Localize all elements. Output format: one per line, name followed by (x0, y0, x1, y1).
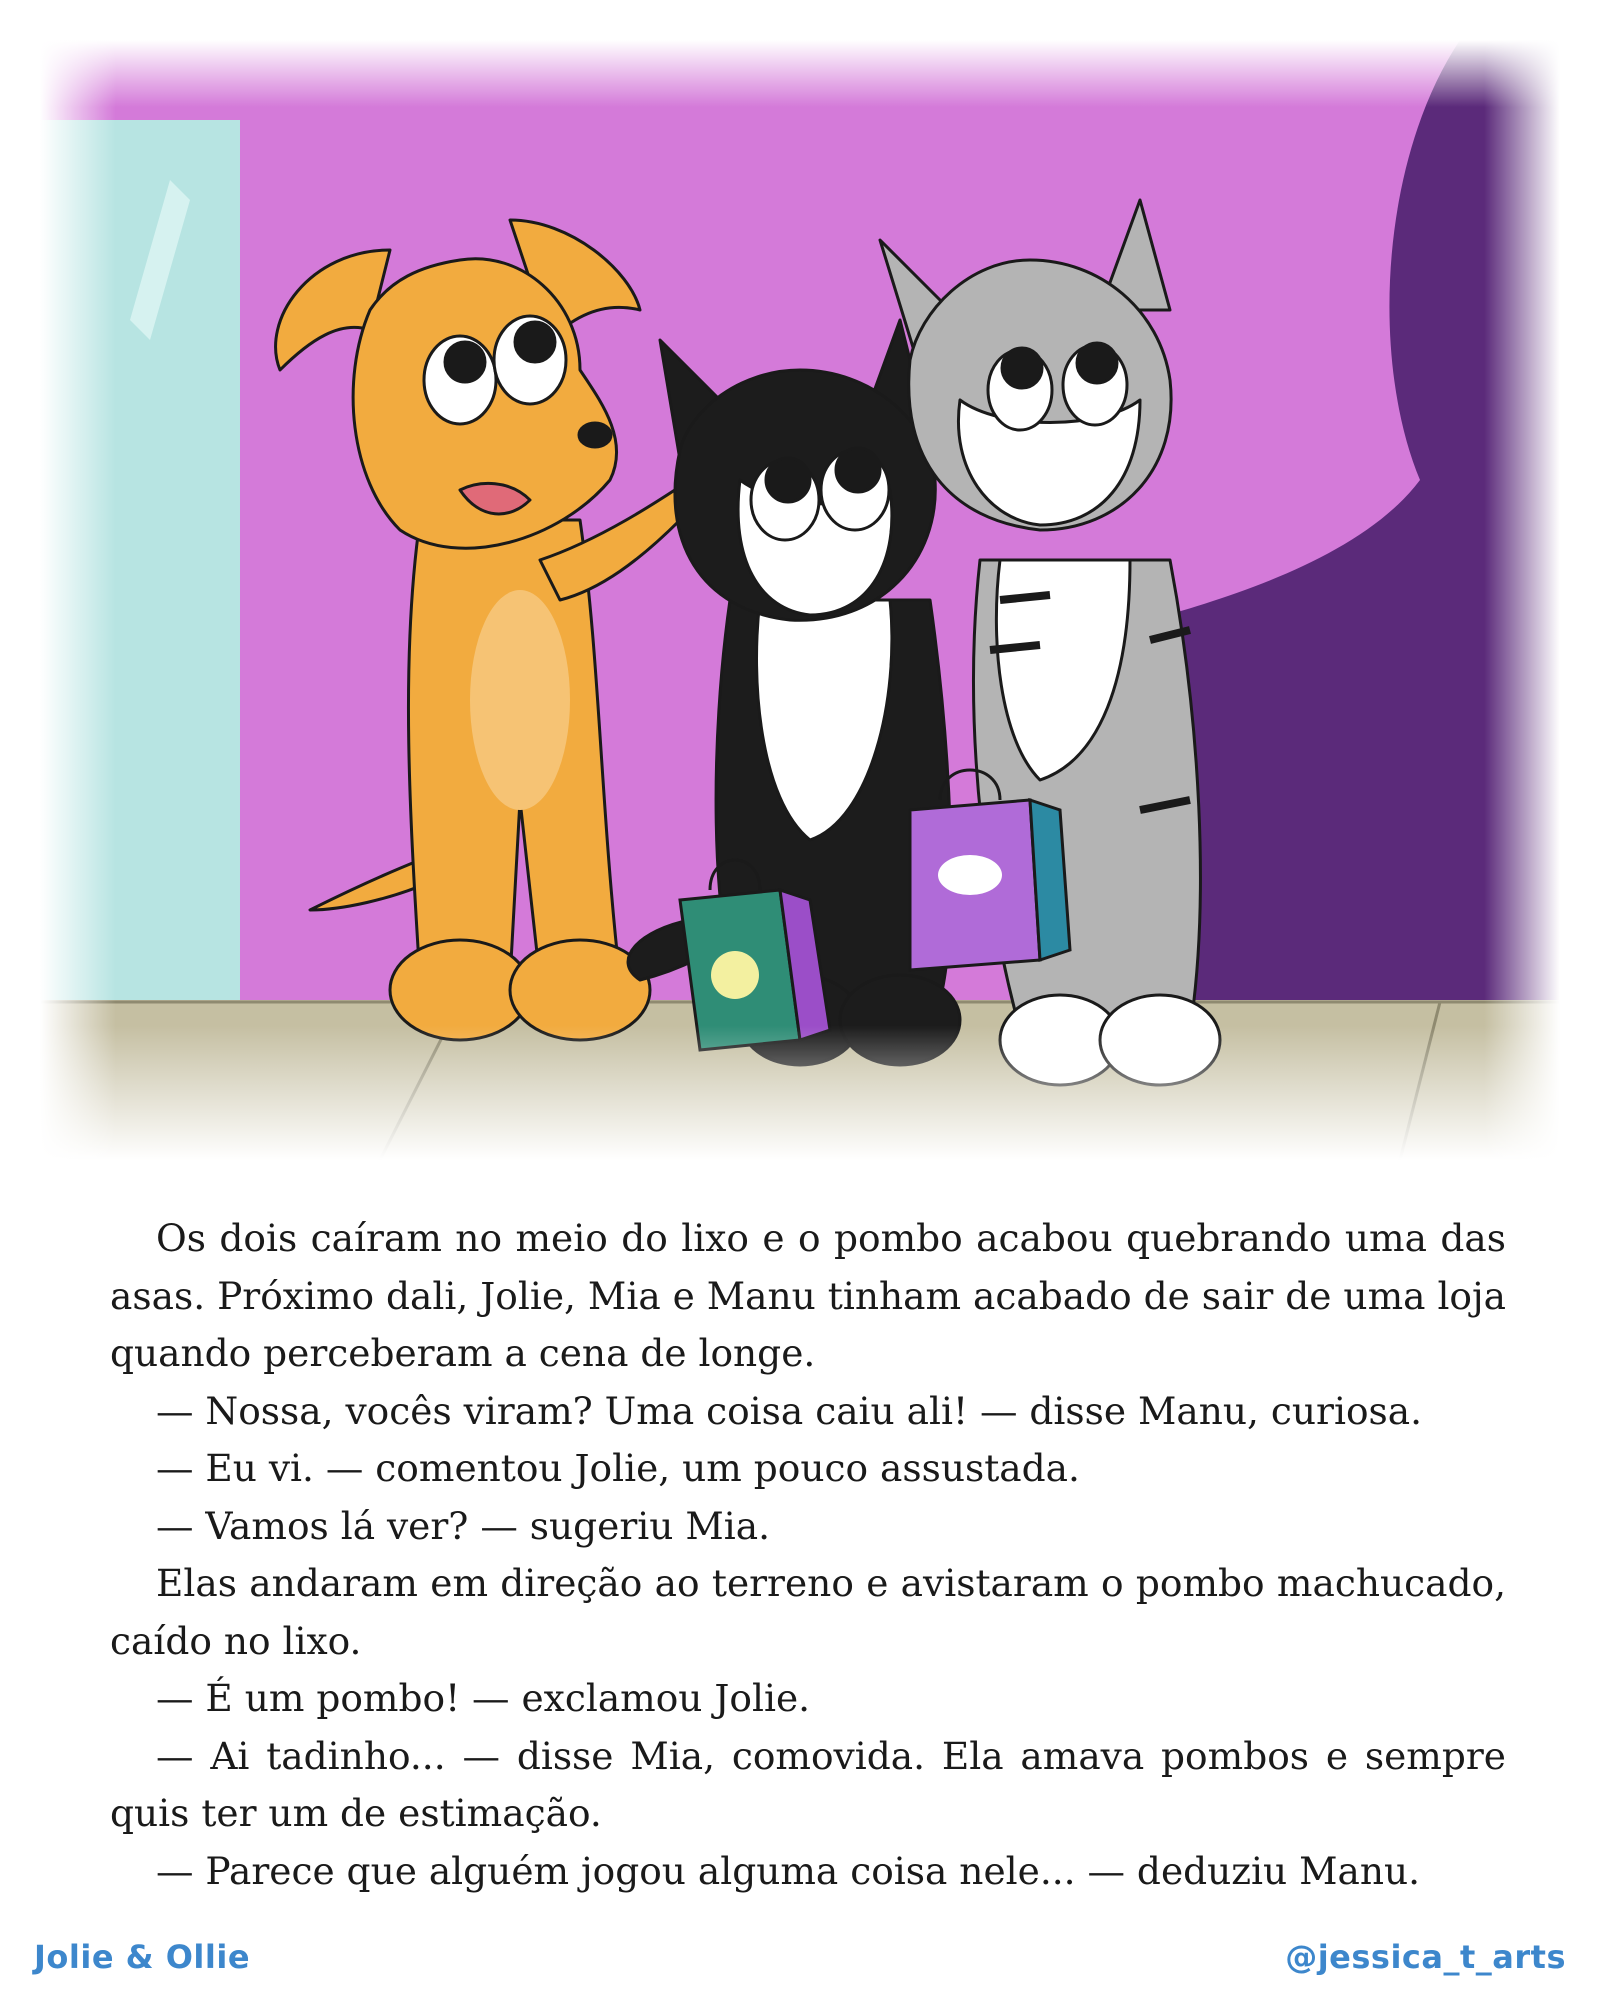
manu-pupil-right (1077, 343, 1117, 383)
artist-handle: @jessica_t_arts (1285, 1938, 1566, 1976)
manu-stripe-2 (990, 645, 1040, 650)
story-paragraph: — Ai tadinho... — disse Mia, comovida. Ela amava pombos e sempre quis ter um de estimação. (110, 1733, 1506, 1835)
glass-door (40, 120, 240, 1010)
illustration-canvas (40, 40, 1560, 1160)
manu-pupil-left (1002, 348, 1042, 388)
dog-pupil-left (445, 342, 485, 382)
story-illustration (40, 40, 1560, 1160)
story-paragraph: — Eu vi. — comentou Jolie, um pouco assustada. (156, 1446, 1080, 1490)
mia-pupil-right (836, 448, 880, 492)
purple-bag-cloud (938, 855, 1002, 895)
dog-pupil-right (515, 322, 555, 362)
mia-pupil-left (766, 458, 810, 502)
green-bag-sun (711, 951, 759, 999)
dog-belly (470, 590, 570, 810)
story-paragraph: Os dois caíram no meio do lixo e o pombo acabou quebrando uma das asas. Próximo dali, Jolie, Mia e Manu tinham acabado de sair de uma loja quando perceberam a cena de longe. (110, 1216, 1506, 1375)
story-paragraph: — É um pombo! — exclamou Jolie. (156, 1676, 811, 1720)
manu-stripe-1 (1000, 595, 1050, 600)
story-paragraph: Elas andaram em direção ao terreno e avistaram o pombo machucado, caído no lixo. (110, 1561, 1506, 1663)
mia-paw-right (840, 975, 960, 1065)
story-text (110, 1210, 1506, 1900)
story-paragraph: — Parece que alguém jogou alguma coisa nele... — deduziu Manu. (156, 1848, 1421, 1893)
dog-nose (579, 423, 611, 447)
story-paragraph: — Nossa, vocês viram? Uma coisa caiu ali! — disse Manu, curiosa. (156, 1388, 1423, 1433)
story-paragraph: — Vamos lá ver? — sugeriu Mia. (156, 1503, 770, 1548)
series-title: Jolie & Ollie (34, 1938, 251, 1976)
manu-paw-right (1100, 995, 1220, 1085)
